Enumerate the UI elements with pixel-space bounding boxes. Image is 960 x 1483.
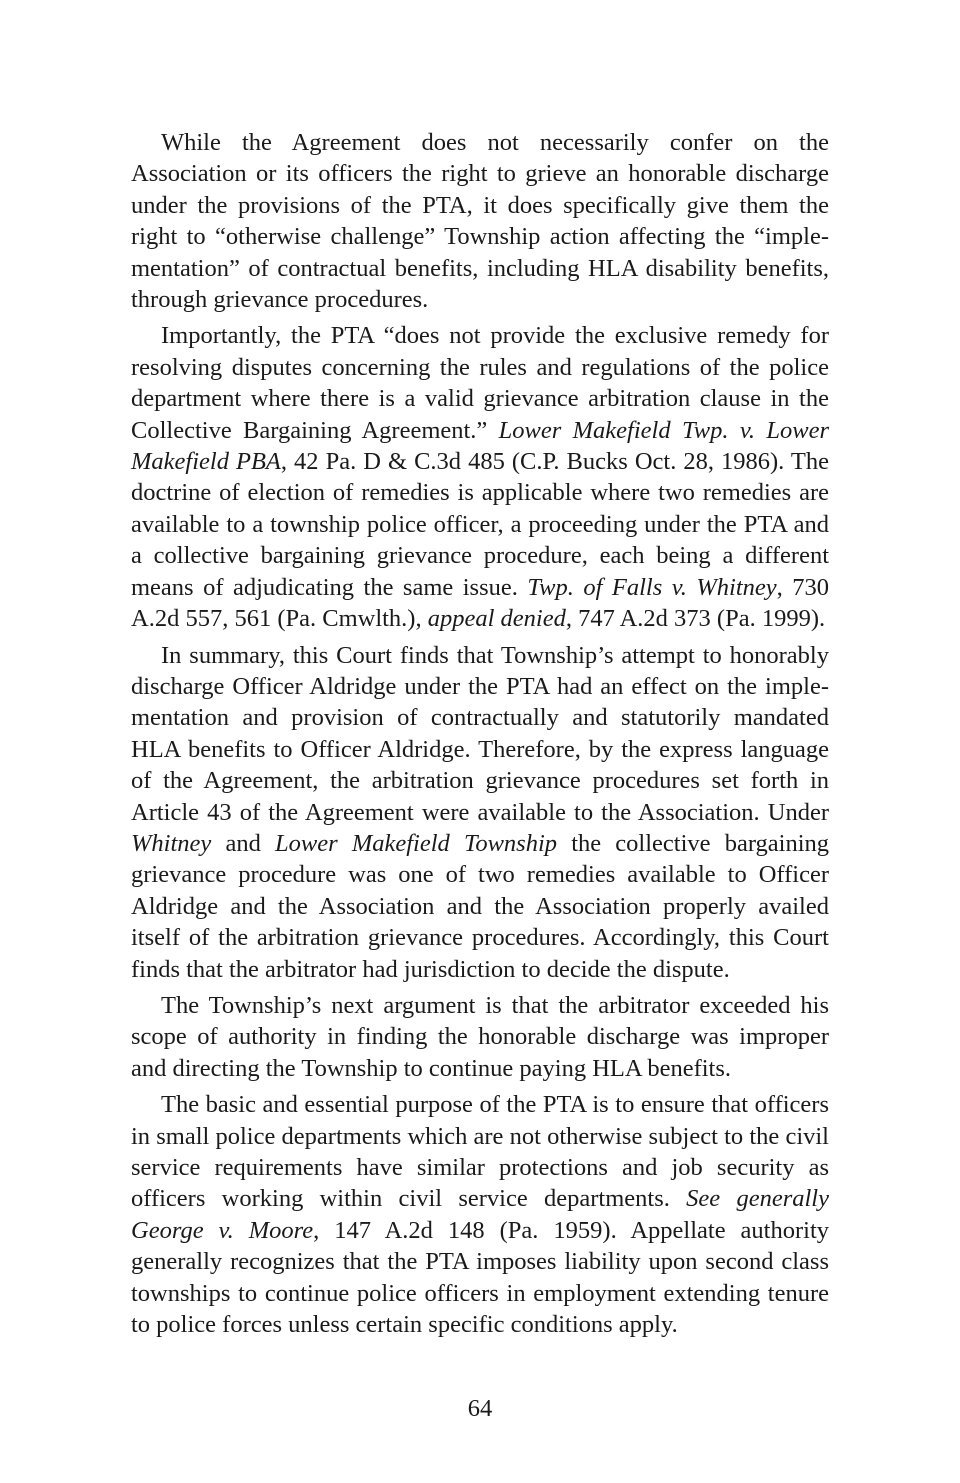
paragraph-text: the collective bargaining grievance procedure was one of two remedies available to Officer Aldridge and the Association and the Association properly availed itself of the arbitration grievance procedures. Accordingly, this Court finds that the arbitrator had jurisdiction to decide the dispute. [131, 829, 830, 983]
paragraph-text: , 747 A.2d 373 (Pa. 1999). [565, 605, 826, 633]
case-citation: See generally George v. Moore [131, 1185, 829, 1244]
paragraph [131, 127, 829, 315]
paragraph-text: In summary, this Court finds that Township’s attempt to honorably discharge Officer Aldridge under the PTA had an effect on the implementation and provision of contractually and statutorily mandated HLA benefits to Officer Aldridge. Therefore, by the express language of the Agreement, the arbitration grievance procedures set forth in Article 43 of the Agreement were available to the Association. Under [131, 641, 829, 826]
paragraph-text: Importantly, the PTA “does not provide the exclusive remedy for resolving disputes concerning the rules and regulations of the police department where there is a valid grievance arbitration clause in the Collective Bargaining Agreement.” [131, 322, 829, 444]
paragraph [131, 990, 829, 1084]
paragraph [131, 320, 829, 634]
paragraph-text: , 730 A.2d 557, 561 (Pa. Cmwlth.), [131, 573, 829, 633]
document-body [131, 127, 829, 1345]
case-citation: appeal denied [427, 605, 566, 633]
paragraph-text: The Township’s next argument is that the arbitrator exceeded his scope of authority in finding the honorable discharge was improper and directing the Township to continue paying HLA benefits. [131, 991, 829, 1082]
case-citation: Lower Makefield Township [275, 829, 558, 857]
paragraph-text: While the Agreement does not necessarily confer on the Association or its officers the right to grieve an honorable discharge under the provisions of the PTA, it does specifically give them the right to “otherwise challenge” Township action affecting the “implementation” of contractual benefits, including HLA disability benefits, through grievance procedures. [131, 129, 829, 314]
paragraph [131, 640, 829, 985]
paragraph [131, 1089, 829, 1340]
paragraph-text: and [211, 829, 276, 857]
paragraph-text: The basic and essential purpose of the PTA is to ensure that officers in small police departments which are not otherwise subject to the civil service requirements have similar protections and job security as officers working within civil service departments. [131, 1091, 829, 1213]
case-citation: Twp. of Falls v. Whitney [527, 573, 777, 601]
paragraph-text: , 42 Pa. D & C.3d 485 (C.P. Bucks Oct. 28, 1986). The doctrine of election of remedies is applicable where two remedies are available to a township police officer, a proceeding under the PTA and a collective bargaining grievance procedure, each being a different means of adjudicating the same issue. [131, 448, 829, 601]
page-number: 64 [467, 1395, 493, 1422]
case-citation: Lower Makefield Twp. v. Lower Makefield PBA [131, 416, 829, 476]
paragraph-text: , 147 A.2d 148 (Pa. 1959). Appellate authority generally recognizes that the PTA imposes liability upon second class townships to continue police officers in employment extending tenure to police forces unless certain specific conditions apply. [131, 1216, 830, 1339]
case-citation: Whitney [131, 829, 212, 857]
